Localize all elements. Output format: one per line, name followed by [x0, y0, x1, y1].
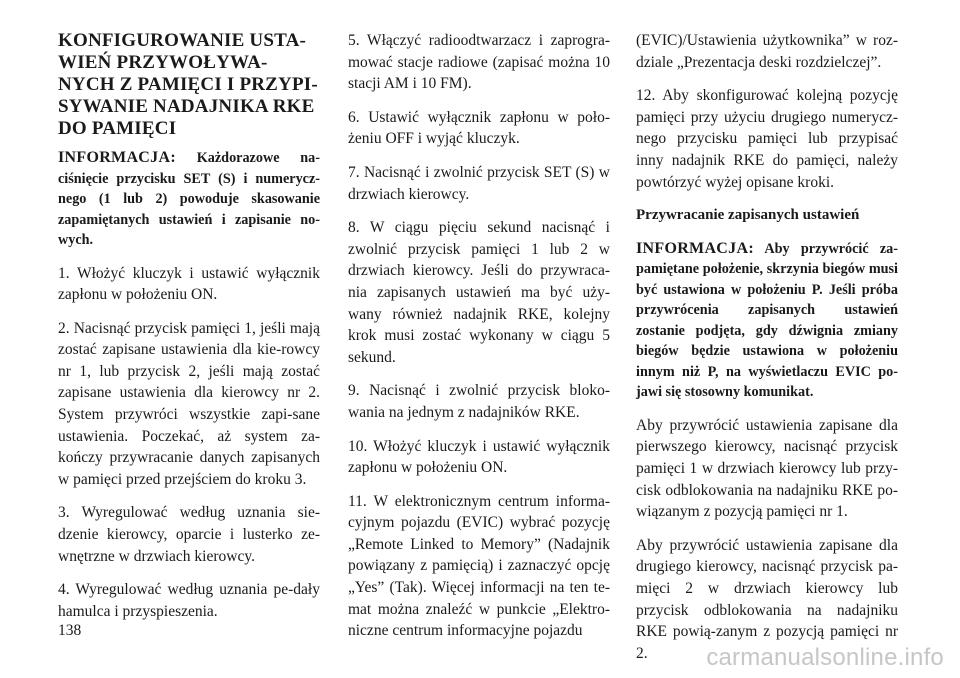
text-column-2 — [348, 30, 610, 654]
body-paragraph: Aby przywrócić ustawienia zapisane dla pierwszego kierowcy, nacisnąć przycisk pamięci 1 w drzwiach kierowcy lub przy-cisk odblokowania na nadajniku RKE po-wiązanym z pozycją pamięci nr 1. — [636, 416, 898, 521]
body-paragraph: Aby przywrócić ustawienia zapisane dla drugiego kierowcy, nacisnąć przycisk pa-mięci 2 w drzwiach kierowcy lub przycisk odblokowania na nadajniku RKE powią-zanym z pozycją pamięci nr 2. — [636, 536, 898, 662]
step-paragraph: 10. Włożyć kluczyk i ustawić wyłącznik zapłonu w położeniu ON. — [348, 437, 610, 477]
step-paragraph: (EVIC)/Ustawienia użytkownika” w roz-dziale „Prezentacja deski rozdzielczej”. — [636, 32, 898, 71]
step-paragraph: 6. Ustawić wyłącznik zapłonu w poło-żeniu OFF i wyjąć kluczyk. — [348, 108, 610, 148]
step-paragraph: 4. Wyregulować według uznania pe-dały hamulca i przyspieszenia. — [58, 581, 320, 620]
step-paragraph: 7. Nacisnąć i zwolnić przycisk SET (S) w drzwiach kierowcy. — [348, 163, 610, 203]
text-column-3 — [636, 30, 898, 676]
heading-line: NYCH Z PAMIĘCI I PRZYPI- — [58, 74, 318, 95]
text-column-1 — [58, 30, 320, 634]
step-paragraph: 2. Nacisnąć przycisk pamięci 1, jeśli mają zostać zapisane ustawienia dla kie-rowcy nr 1, lub przycisk 2, jeśli mają zostać zapisane ustawienia dla kierowcy nr 2. System przywróci wszystkie zapi-sane ustawienia. Poczekać, aż system za-kończy przywracanie danych zapisanych w pamięci przed przejściem do kroku 3. — [58, 319, 320, 488]
watermark: carmanualsonline.info — [706, 644, 944, 671]
step-paragraph: 1. Włożyć kluczyk i ustawić wyłącznik zapłonu w położeniu ON. — [58, 264, 320, 304]
step-paragraph: 11. W elektronicznym centrum informa-cyjnym pojazdu (EVIC) wybrać pozycję „Remote Linked to Memory” (Nadajnik powiązany z pamięcią) i zaznaczyć opcję „Yes” (Tak). Więcej informacji na ten te-mat można znaleźć w punkcie „Elektro-niczne centrum informacyjne pojazdu — [348, 492, 610, 640]
heading-line: SYWANIE NADAJNIKA RKE — [58, 96, 315, 117]
step-paragraph: 3. Wyregulować według uznania sie-dzenie kierowcy, oparcie i lusterko ze-wnętrzne w drzwiach kierowcy. — [58, 504, 320, 565]
heading-line: KONFIGUROWANIE USTA- — [58, 30, 307, 51]
step-paragraph: 8. W ciągu pięciu sekund nacisnąć i zwolnić przycisk pamięci 1 lub 2 w drzwiach kierowcy. Jeśli do przywraca-nia zapisanych ustawień ma być uży-wany również nadajnik RKE, kolejny krok musi zostać wykonany w ciągu 5 sekund. — [348, 219, 610, 366]
step-paragraph: 9. Nacisnąć i zwolnić przycisk bloko-wania na jednym z nadajników RKE. — [348, 382, 610, 421]
step-paragraph: 12. Aby skonfigurować kolejną pozycję pamięci przy użyciu drugiego numerycz-nego przycisku pamięci lub przypisać inny nadajnik RKE do pamięci, należy powtórzyć wyżej opisane kroki. — [636, 87, 898, 191]
info-note — [58, 148, 320, 251]
page-number: 138 — [58, 622, 82, 639]
info-note-label: INFORMACJA: — [58, 149, 176, 166]
info-note-label: INFORMACJA: — [636, 239, 754, 257]
subsection-heading: Przywracanie zapisanych ustawień — [636, 207, 860, 224]
heading-line: DO PAMIĘCI — [58, 118, 177, 139]
info-note — [636, 239, 898, 403]
section-heading — [58, 30, 320, 140]
step-paragraph: 5. Włączyć radioodtwarzacz i zaprogra-mować stacje radiowe (zapisać można 10 stacji AM i 10 FM). — [348, 32, 610, 93]
info-note-text: Aby przywrócić za-pamiętane położenie, skrzynia biegów musi być ustawiona w położeniu P. Jeśli próba przywrócenia zapisanych ustawień zostanie podjęta, gdy dźwignia zmiany biegów będzie ustawiona w położeniu innym niż P, na wyświetlaczu EVIC po-jawi się stosowny komunikat. — [636, 240, 898, 401]
info-note-text: Każdorazowe na-ciśnięcie przycisku SET (S) i numerycz-nego (1 lub 2) powoduje skasowanie zapamiętanych ustawień i zapisanie no-wych. — [58, 150, 320, 248]
heading-line: WIEŃ PRZYWOŁYWA- — [58, 52, 268, 73]
